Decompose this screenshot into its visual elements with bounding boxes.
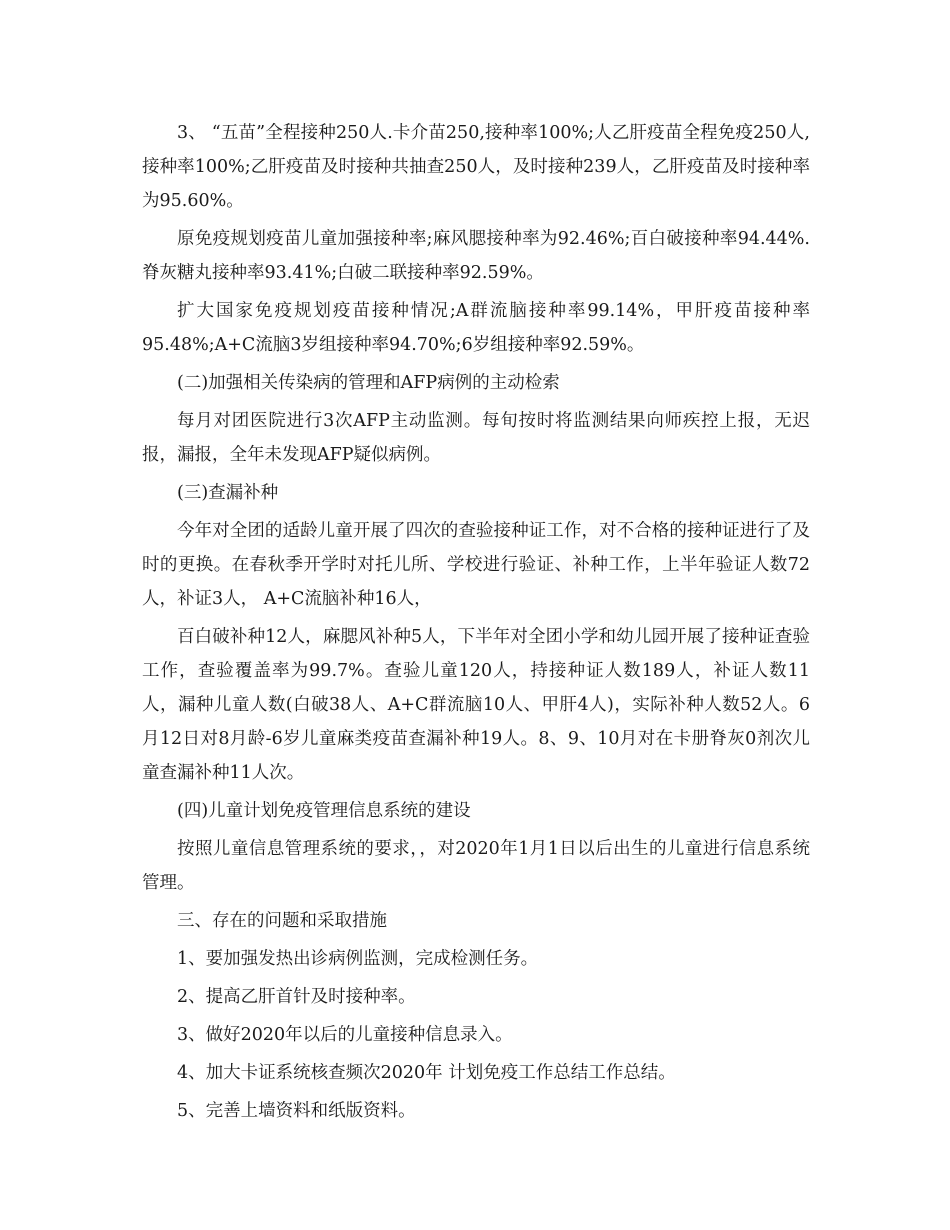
paragraph-booster-rates: 原免疫规划疫苗儿童加强接种率;麻风腮接种率为92.46%;百白破接种率94.44%.脊灰糖丸接种率93.41%;白破二联接种率92.59%。 [142, 229, 810, 283]
list-item-measure-1: 1、要加强发热出诊病例监测，完成检测任务。 [177, 949, 539, 969]
paragraph-expanded-program: 扩大国家免疫规划疫苗接种情况;A群流脑接种率99.14%，甲肝疫苗接种率95.48%;A+C流脑3岁组接种率94.70%;6岁组接种率92.59%。 [142, 301, 810, 355]
list-item-measure-5: 5、完善上墙资料和纸版资料。 [177, 1101, 416, 1121]
list-item-measure-4: 4、加大卡证系统核查频次2020年 计划免疫工作总结工作总结。 [177, 1063, 676, 1083]
paragraph-info-system: 按照儿童信息管理系统的要求，，对2020年1月1日以后出生的儿童进行信息系统管理。 [142, 839, 810, 893]
section-heading-afp: (二)加强相关传染病的管理和AFP病例的主动检索 [177, 373, 560, 393]
paragraph-certificate-check: 今年对全团的适龄儿童开展了四次的查验接种证工作，对不合格的接种证进行了及时的更换。在春秋季开学时对托儿所、学校进行验证、补种工作，上半年验证人数72人，补证3人， A+C流脑补种16人， [142, 521, 810, 609]
section-heading-problems: 三、存在的问题和采取措施 [177, 911, 387, 931]
paragraph-catch-up-details: 百白破补种12人，麻腮风补种5人，下半年对全团小学和幼儿园开展了接种证查验工作，查验覆盖率为99.7%。查验儿童120人，持接种证人数189人，补证人数11人，漏种儿童人数(白破38人、A+C群流脑10人、甲肝4人)，实际补种人数52人。6月12日对8月龄-6岁儿童麻类疫苗查漏补种19人。8、9、10月对在卡册脊灰0剂次儿童查漏补种11人次。 [142, 627, 810, 783]
document-body [142, 116, 810, 1132]
list-item-measure-3: 3、做好2020年以后的儿童接种信息录入。 [177, 1025, 513, 1045]
section-heading-catch-up: (三)查漏补种 [177, 483, 279, 503]
paragraph-vaccine-coverage: 3、 “五苗”全程接种250人.卡介苗250,接种率100%;人乙肝疫苗全程免疫250人,接种率100%;乙肝疫苗及时接种共抽查250人，及时接种239人，乙肝疫苗及时接种率为95.60%。 [142, 123, 810, 211]
paragraph-afp-monitoring: 每月对团医院进行3次AFP主动监测。每旬按时将监测结果向师疾控上报，无迟报，漏报，全年未发现AFP疑似病例。 [142, 411, 810, 465]
list-item-measure-2: 2、提高乙肝首针及时接种率。 [177, 987, 416, 1007]
section-heading-info-system: (四)儿童计划免疫管理信息系统的建设 [177, 801, 471, 821]
